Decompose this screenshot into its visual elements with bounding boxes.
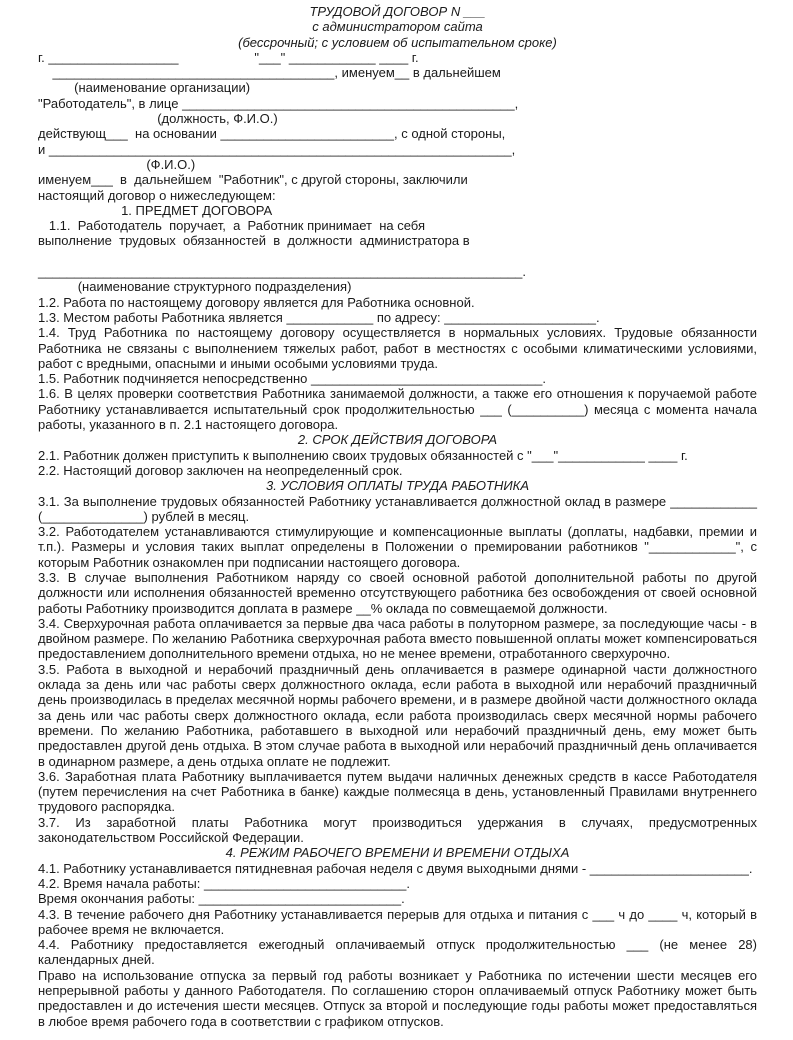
line-unit-caption: (наименование структурного подразделения) (38, 279, 352, 295)
line-and-blank: и ________________________________________________________________, (38, 141, 516, 157)
document-body (38, 4, 757, 1029)
clause-2-1: 2.1. Работник должен приступить к выполнению своих трудовых обязанностей с "___"____________ ____ г. (38, 447, 688, 463)
clause-4-2-start: 4.2. Время начала работы: ____________________________. (38, 875, 410, 891)
clause-4-4: 4.4. Работнику предоставляется ежегодный оплачиваемый отпуск продолжительностью ___ (не менее 28) календарных дней. (38, 937, 757, 968)
line-named-worker: именуем___ в дальнейшем "Работник", с другой стороны, заключили (38, 172, 468, 188)
line-acting-basis: действующ___ на основании ________________________, с одной стороны, (38, 126, 506, 142)
clause-3-7: 3.7. Из заработной платы Работника могут производиться удержания в случаях, предусмотренных законодательством Российской Федерации. (38, 814, 757, 846)
line-city-date: г. __________________ "___" ____________ ____ г. (38, 49, 419, 65)
line-org-blank: _______________________________________, именуем__ в дальнейшем (38, 65, 501, 81)
clause-1-2: 1.2. Работа по настоящему договору является для Работника основной. (38, 294, 475, 310)
line-employer: "Работодатель", в лице ______________________________________________, (38, 95, 519, 111)
clause-1-5: 1.5. Работник подчиняется непосредственно ________________________________. (38, 371, 546, 387)
doc-title: ТРУДОВОЙ ДОГОВОР N ___ (309, 4, 486, 19)
clause-3-1: 3.1. За выполнение трудовых обязанностей Работнику устанавливается должностной оклад в размере ____________ (______________) рублей в месяц. (38, 493, 757, 524)
clause-3-4: 3.4. Сверхурочная работа оплачивается за первые два часа работы в полуторном размере, за последующие часы - в двойном размере. По желанию Работника сверхурочная работа вместо повышенной оплаты может компенсироваться предоставлением дополнительного времени отдыха, но не менее времени, отработанного сверхурочно. (38, 615, 757, 662)
clause-1-3: 1.3. Местом работы Работника является ____________ по адресу: _____________________. (38, 309, 600, 325)
clause-4-1: 4.1. Работнику устанавливается пятидневная рабочая неделя с двумя выходными днями - ______________________. (38, 860, 753, 876)
heading-section-2: 2. СРОК ДЕЙСТВИЯ ДОГОВОРА (297, 432, 498, 448)
line-unit-blank: ___________________________________________________________________. (38, 264, 527, 280)
clause-3-5: 3.5. Работа в выходной и нерабочий праздничный день оплачивается в размере одинарной части должностного оклада за день или час работы сверх должностного оклада, если работа в выходной или нерабочий праздничный день производилась в пределах месячной нормы рабочего времени, и в размере двойной части должностного оклада за день или час работы сверх должностного оклада, если работа производилась сверх месячной нормы рабочего времени. По желанию Работника, работавшего в выходной или нерабочий праздничный день, ему может быть предоставлен другой день отдыха. В этом случае работа в выходной или нерабочий праздничный день оплачивается в одинарном размере, а день отдыха оплате не подлежит. (38, 661, 757, 769)
line-fio-caption: (Ф.И.О.) (38, 156, 196, 172)
heading-section-4: 4. РЕЖИМ РАБОЧЕГО ВРЕМЕНИ И ВРЕМЕНИ ОТДЫХА (225, 845, 570, 861)
clause-1-1-line-1: 1.1. Работодатель поручает, а Работник принимает на себя (38, 218, 426, 234)
clause-2-2: 2.2. Настоящий договор заключен на неопределенный срок. (38, 462, 403, 478)
line-present-contract: настоящий договор о нижеследующем: (38, 187, 276, 203)
clause-1-6: 1.6. В целях проверки соответствия Работника занимаемой должности, а также его отношения к поручаемой работе Работнику устанавливается испытательный срок продолжительностью ___ (__________) месяца с момента начала работы, указанного в п. 2.1 настоящего договора. (38, 386, 757, 433)
clause-3-2: 3.2. Работодателем устанавливаются стимулирующие и компенсационные выплаты (доплаты, надбавки, премии и т.п.). Размеры и условия таких выплат определены в Положении о премировании работников "____________", с которым Работник ознакомлен при подписании настоящего договора. (38, 524, 757, 570)
clause-1-4: 1.4. Труд Работника по настоящему договору осуществляется в нормальных условиях. Трудовые обязанности Работника не связаны с выполнением тяжелых работ, работ в местностях с особыми климатическими условиями, работ с вредными, опасными и иными особыми условиями труда. (38, 325, 757, 371)
heading-section-1: 1. ПРЕДМЕТ ДОГОВОРА (38, 202, 273, 218)
blank-row (38, 249, 757, 264)
clause-4-3: 4.3. В течение рабочего дня Работнику устанавливается перерыв для отдыха и питания с ___ ч до ____ ч, который в рабочее время не включается. (38, 906, 757, 937)
clause-3-6: 3.6. Заработная плата Работнику выплачивается путем выдачи наличных денежных средств в кассе Работодателя (путем перечисления на счет Работника в банке) каждые полмесяца в день, установленный Правилами внутреннего трудового распорядка. (38, 768, 757, 815)
line-org-caption: (наименование организации) (38, 80, 251, 96)
doc-subtitle: с администратором сайта (312, 19, 483, 35)
clause-3-3: 3.3. В случае выполнения Работником наряду со своей основной работой дополнительной работы по другой должности или исполнения обязанностей временно отсутствующего работника без освобождения от своей основной работы Работнику производится доплата в размере __% оклада по совмещаемой должности. (38, 569, 757, 616)
doc-type-note: (бессрочный; с условием об испытательном сроке) (238, 34, 557, 50)
line-position-caption: (должность, Ф.И.О.) (38, 111, 278, 127)
clause-4-2-end: Время окончания работы: ____________________________. (38, 891, 405, 907)
heading-section-3: 3. УСЛОВИЯ ОПЛАТЫ ТРУДА РАБОТНИКА (266, 478, 529, 494)
clause-4-4-note: Право на использование отпуска за первый год работы возникает у Работника по истечении шести месяцев его непрерывной работы у данного Работодателя. По соглашению сторон оплачиваемый отпуск Работнику может быть предоставлен и до истечения шести месяцев. Отпуск за второй и последующие годы работы может предоставляться в любое время рабочего года в соответствии с графиком отпусков. (38, 967, 757, 1029)
clause-1-1-line-2: выполнение трудовых обязанностей в должности администратора в (38, 233, 470, 249)
